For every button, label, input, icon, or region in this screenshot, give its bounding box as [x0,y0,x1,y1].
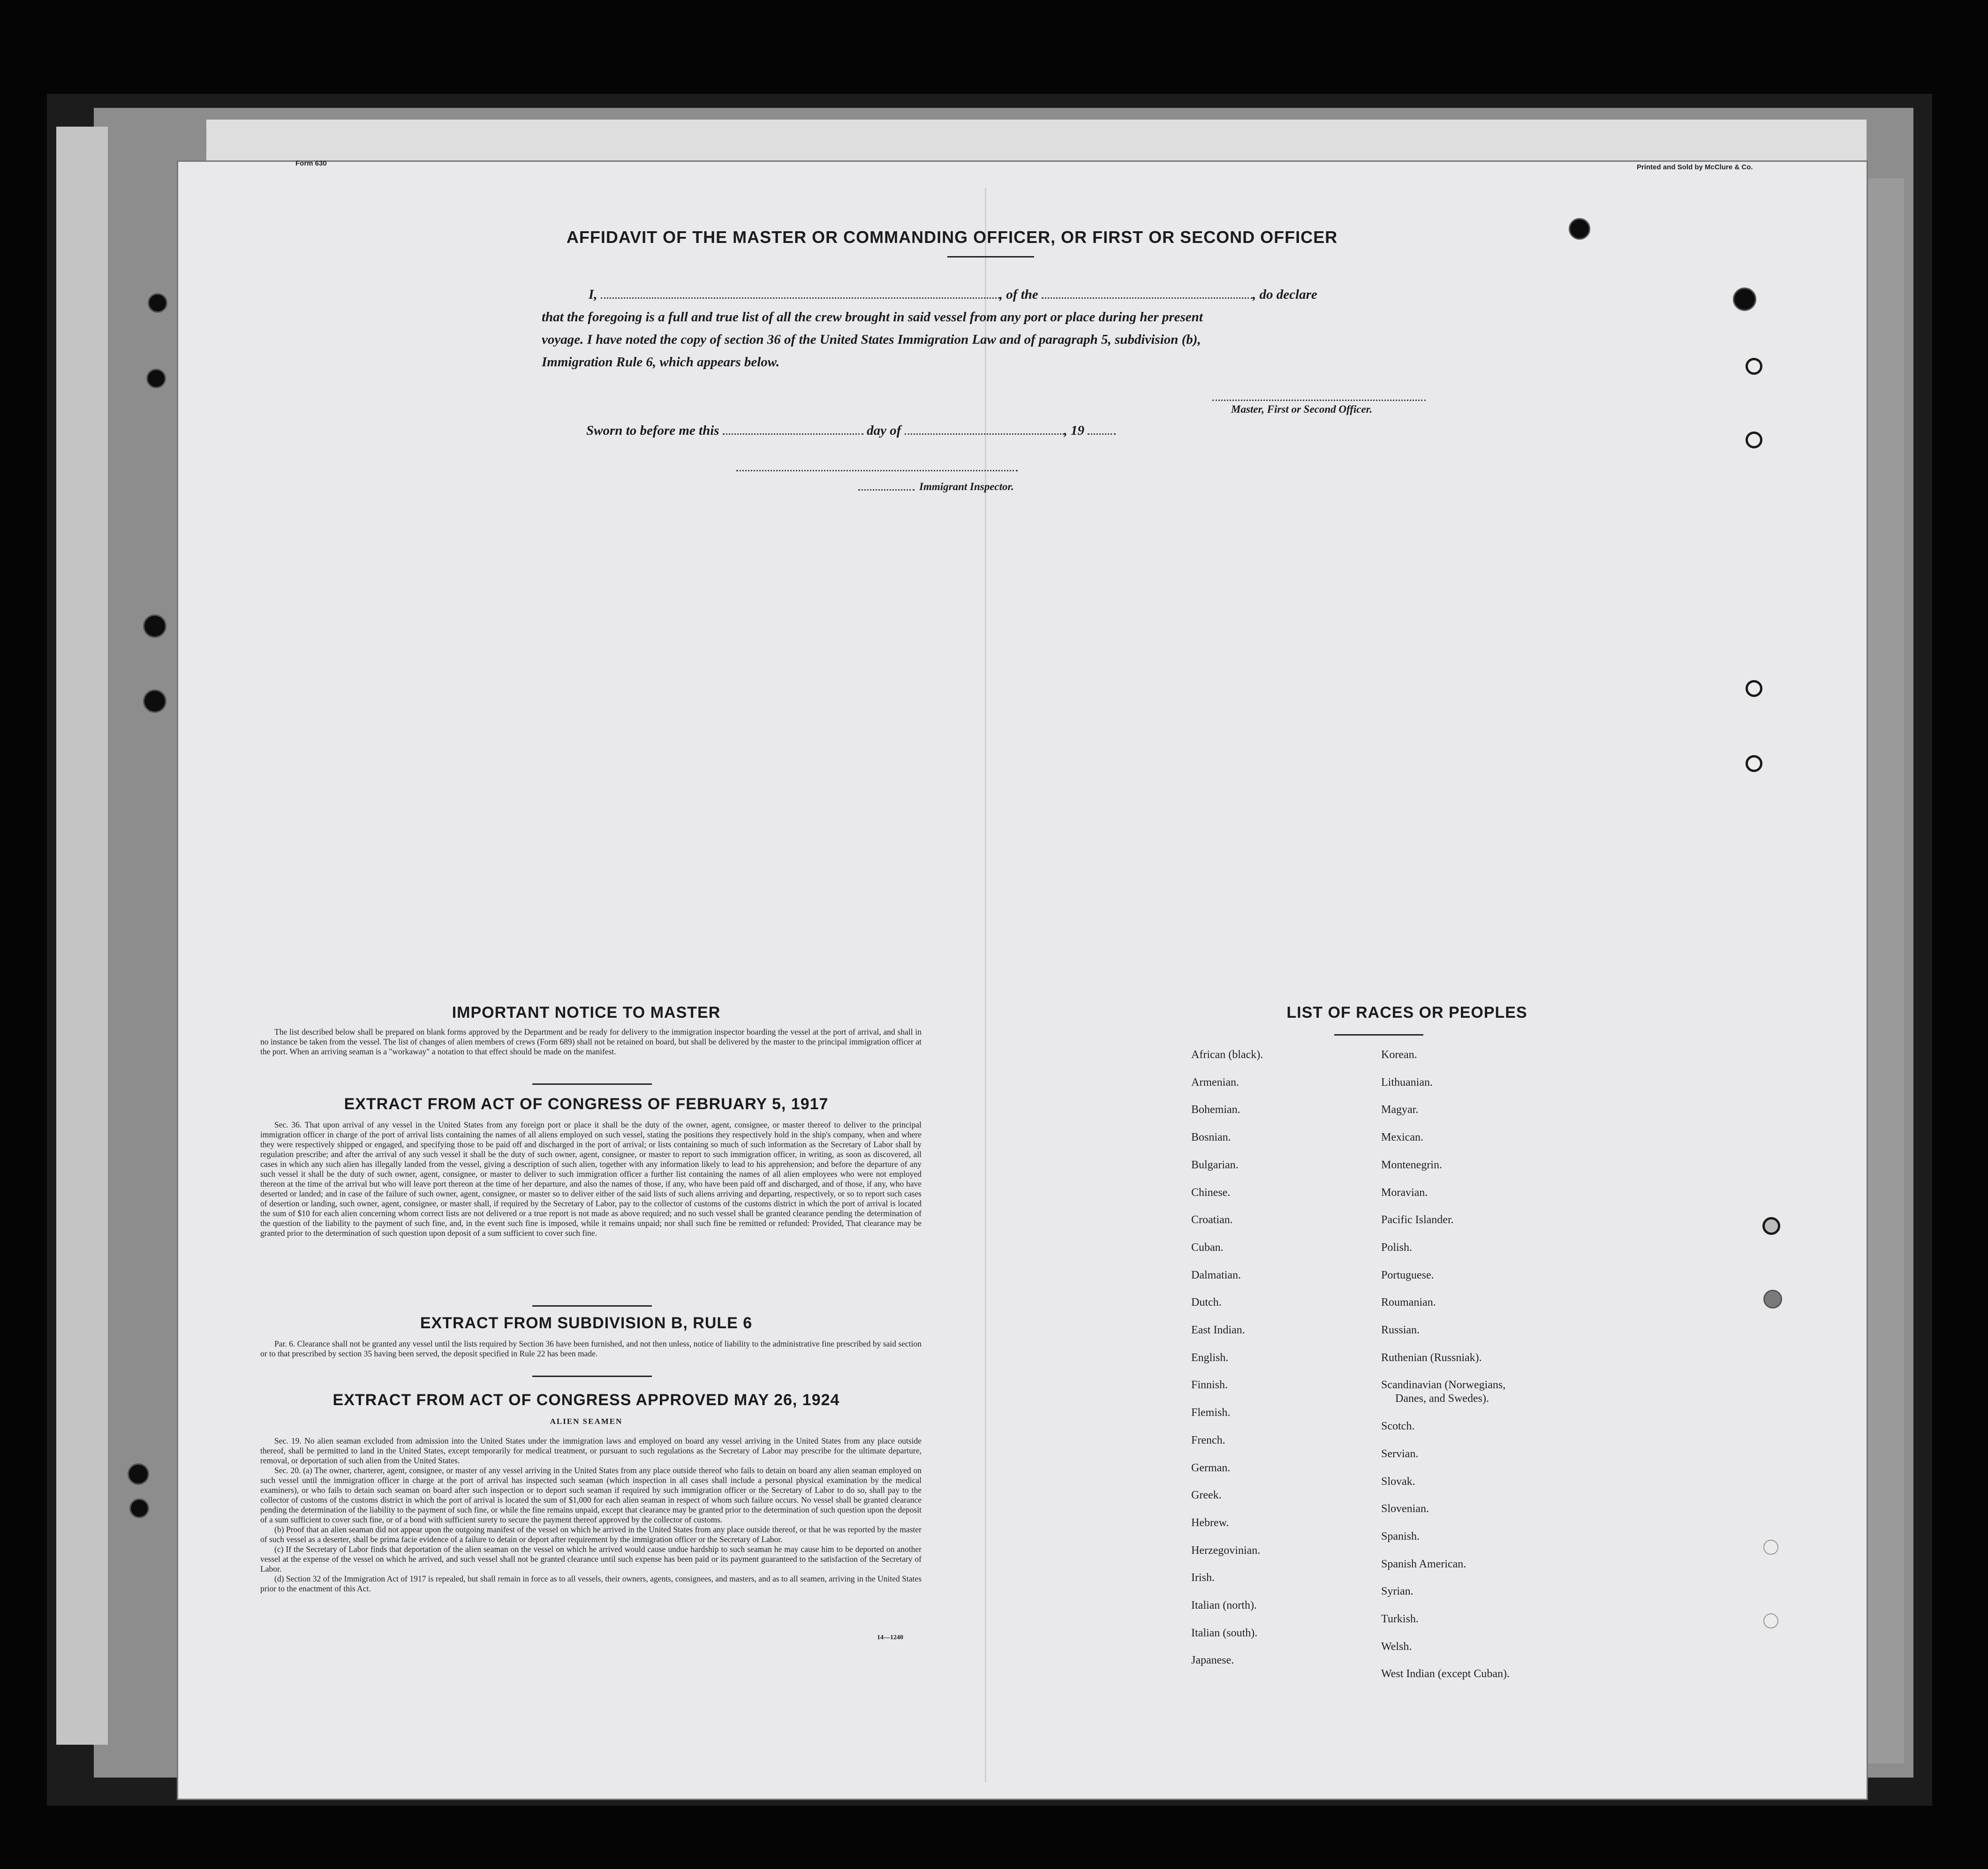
races-rule [1334,1034,1423,1036]
race-item: Welsh. [1381,1640,1412,1653]
race-item: Lithuanian. [1381,1076,1433,1089]
binding-hole [1569,218,1590,240]
binding-hole [1763,1613,1778,1628]
binding-hole [1763,1540,1778,1555]
declaration-line4: Immigration Rule 6, which appears below. [542,355,780,370]
master-signature-label: Master, First or Second Officer. [1231,403,1373,415]
race-item: Polish. [1381,1241,1413,1254]
race-item: Spanish. [1381,1530,1420,1543]
notice-title: IMPORTANT NOTICE TO MASTER [452,1004,721,1022]
day-of-label: day of [867,423,901,438]
master-signature-line[interactable] [1212,400,1426,401]
alien-seamen-subtitle: ALIEN SEAMEN [550,1417,623,1426]
binding-hole [1746,755,1762,772]
race-item: Roumanian. [1381,1296,1436,1309]
sworn-day-field[interactable] [723,423,863,435]
sec20a-text: Sec. 20. (a) The owner, charterer, agent, consignee, or master of any vessel arriving in the United States from any place outside thereof who fails to detain on board any alien seaman employed on such vessel until the immigration officer in charge at the port of arrival has inspected such seaman (which inspection in all cases shall include a personal physical examination by the medical examiners), or who fails to detain such seaman on board after such inspection or to deport such seaman if required by such immigration officer or the Secretary of Labor to do so, shall pay to the collector of customs of the customs district in which the port of arrival is located the sum of $1,000 for each alien seaman in respect of whom such failure occurs. No vessel shall be granted clearance pending the determination of the liability to the payment of such fine, or while the fine remains unpaid, except that clearance may be granted prior to the determination of such question upon the deposit of a sum sufficient to cover such fine, or of a bond with sufficient surety to secure the payment thereof approved by the collector of customs. [260,1466,922,1524]
extract-1924-title: EXTRACT FROM ACT OF CONGRESS APPROVED MAY 26, 1924 [333,1391,840,1409]
race-item: Syrian. [1381,1585,1414,1598]
race-item: Armenian. [1191,1076,1239,1089]
notice-rule [532,1083,652,1085]
binding-hole [143,614,166,638]
race-item: Danes, and Swedes). [1395,1392,1489,1405]
sworn-month-field[interactable] [905,423,1064,435]
sec19-text: Sec. 19. No alien seaman excluded from admission into the United States under the immigration laws and employed on board any vessel arriving in the United States from any place outside thereof, shall be permitted to land in the United States, except temporarily for medical treatment, or pursuant to such regulations as the Secretary of Labor may prescribe for the ultimate departure, removal, or deportation of such alien from the United States. [260,1436,922,1465]
race-item: Scandinavian (Norwegians, [1381,1379,1506,1392]
printer-credit: Printed and Sold by McClure & Co. [1637,163,1753,171]
race-item: Slovenian. [1381,1503,1429,1515]
back-sheet-left-strip [56,127,108,1745]
race-item: Slovak. [1381,1475,1415,1488]
subdivision-rule [532,1376,652,1377]
race-item: Moravian. [1381,1186,1428,1199]
race-item: Greek. [1191,1489,1222,1502]
sworn-line [586,419,1116,442]
binding-hole [146,369,166,388]
race-item: Cuban. [1191,1241,1224,1254]
race-item: Hebrew. [1191,1516,1229,1529]
binding-hole [143,689,166,713]
race-item: African (black). [1191,1049,1263,1061]
binding-hole [1733,288,1756,311]
extract-1917-title: EXTRACT FROM ACT OF CONGRESS OF FEBRUARY 5, 1917 [344,1095,829,1113]
race-item: Turkish. [1381,1613,1419,1625]
extract-1924-body [260,1436,922,1594]
race-item: Scotch. [1381,1420,1415,1433]
affidavit-title-rule [947,256,1034,257]
year-label: , 19 [1064,423,1085,438]
race-item: Croatian. [1191,1214,1233,1226]
race-item: East Indian. [1191,1324,1245,1336]
race-item: Bohemian. [1191,1104,1240,1116]
race-item: Irish. [1191,1572,1215,1584]
race-item: Dutch. [1191,1296,1222,1309]
sworn-label: Sworn to before me this [586,423,719,438]
race-item: Japanese. [1191,1654,1234,1667]
binding-hole [1746,358,1762,375]
declaration-i: I, [589,287,597,302]
race-item: Bosnian. [1191,1131,1231,1144]
declaration-line2: that the foregoing is a full and true list of all the crew brought in said vessel from any port or place during her present [542,310,1203,325]
sec20d-text: (d) Section 32 of the Immigration Act of 1917 is repealed, but shall remain in force as to all vessels, their owners, agents, consignees, and masters, and as to all seamen, arriving in the United States prior to the enactment of this Act. [260,1574,922,1593]
race-item: Korean. [1381,1049,1417,1061]
race-item: Spanish American. [1381,1558,1466,1570]
notice-text: The list described below shall be prepared on blank forms approved by the Department and be ready for delivery to the immigration inspector boarding the vessel at the port of arrival, and shall in no instance be taken from the vessel. The list of changes of alien members of crews (Form 689) shall not be retained on board, but shall be delivered by the master to the principal immigration officer at the port. When an arriving seaman is a "workaway" a notation to that effect should be made on the manifest. [260,1027,922,1056]
binding-hole [148,293,167,313]
extract-1917-text: Sec. 36. That upon arrival of any vessel in the United States from any foreign port or place it shall be the duty of the owner, agent, consignee, or master thereof to deliver to the principal immigration officer in charge of the port of arrival lists containing the names of all aliens employed on such vessel, stating the positions they respectively hold in the ship's company, when and where they were respectively shipped or engaged, and specifying those to be paid off and discharged in the port of arrival; or lists containing so much of such information as the Secretary of Labor shall by regulation prescribe; and after the arrival of any such vessel it shall be the duty of such owner, agent, consignee, or master to report to such immigration officer, in writing, as soon as discovered, all cases in which any such alien has illegally landed from the vessel, giving a description of such alien, together with any information likely to lead to his apprehension; and before the departure of any such vessel it shall be the duty of such owner, agent, consignee, or master to deliver to such immigration officer a further list containing the names of all alien employees who were not employed thereon at the time of the arrival but who will leave port thereon at the time of her departure, and also the names of those, if any, who have been paid off and discharged, and of those, if any, who have deserted or landed; and in case of the failure of such owner, agent, consignee, or master so to deliver either of the said lists of such aliens arriving and departing, respectively, or so to report such cases of desertion or landing, such owner, agent, consignee, or master shall, if required by the Secretary of Labor, pay to the collector of customs of the customs district in which the port of arrival is located the sum of $10 for each alien concerning whom correct lists are not delivered or a true report is not made as above required; and no such vessel shall be granted clearance pending the determination of the question of the liability to the payment of such fine, and, in the event such fine is imposed, while it remains unpaid; nor shall such fine be remitted or refunded: Provided, That clearance may be granted prior to the determination of such question upon deposit of a sum sufficient to cover such fine. [260,1120,922,1238]
race-item: Herzegovinian. [1191,1544,1261,1557]
race-item: West Indian (except Cuban). [1381,1668,1510,1680]
binding-hole [1746,431,1762,448]
sec20b-text: (b) Proof that an alien seaman did not appear upon the outgoing manifest of the vessel on which he arrived in the United States from any place outside thereof, or that he was reported by the master of such vessel as a deserter, shall be prima facie evidence of a failure to detain or deport after requirement by the immigration officer or the Secretary of Labor. [260,1525,922,1544]
binding-hole [1762,1217,1780,1235]
race-item: Mexican. [1381,1131,1423,1144]
vessel-field[interactable] [1042,287,1253,299]
binding-hole [1763,1290,1782,1309]
inspector-label: Immigrant Inspector. [919,481,1014,492]
form-number: Form 630 [295,159,327,167]
race-item: German. [1191,1461,1231,1474]
race-item: Bulgarian. [1191,1158,1239,1171]
declaration-line3: voyage. I have noted the copy of section 36 of the United States Immigration Law and of paragraph 5, subdivision (b), [542,332,1201,347]
inspector-signature-line2 [858,489,915,491]
sec20c-text: (c) If the Secretary of Labor finds that deportation of the alien seaman on the vessel on which he arrived would cause undue hardship to such seaman he may cause him to be deported on another vessel at the expense of the vessel on which he arrived, and such vessel shall not be granted clearance until such expense has been paid or its payment guaranteed to the satisfaction of the Secretary of Labor. [260,1544,922,1574]
race-item: Italian (south). [1191,1627,1258,1639]
race-item: Servian. [1381,1447,1419,1460]
race-item: Montenegrin. [1381,1158,1442,1171]
race-item: Pacific Islander. [1381,1214,1454,1226]
subdivision-title: EXTRACT FROM SUBDIVISION B, RULE 6 [420,1314,753,1332]
race-item: Ruthenian (Russniak). [1381,1351,1482,1364]
race-item: French. [1191,1434,1225,1446]
race-item: Portuguese. [1381,1269,1434,1281]
binding-hole [1746,680,1762,697]
declaration-of-the: , of the [999,287,1038,302]
subdivision-text: Par. 6. Clearance shall not be granted any vessel until the lists required by Section 36 have been furnished, and not then unless, notice of liability to the administrative fine prescribed by said section or to that prescribed by section 35 having been served, the deposit specified in Rule 22 has been made. [260,1339,922,1358]
inspector-signature-line[interactable] [736,470,1018,471]
sworn-year-field[interactable] [1088,423,1116,435]
declaration-do-declare: , do declare [1253,287,1317,302]
declaration-line1 [542,283,1442,306]
race-item: Dalmatian. [1191,1269,1241,1281]
race-item: Chinese. [1191,1186,1231,1199]
print-code: 14—1240 [877,1634,903,1641]
extract-1917-rule [532,1305,652,1307]
binding-hole [128,1463,149,1485]
races-title: LIST OF RACES OR PEOPLES [1286,1004,1527,1022]
race-item: Russian. [1381,1324,1420,1336]
race-item: Magyar. [1381,1104,1419,1116]
race-item: English. [1191,1351,1229,1364]
binding-hole [129,1498,149,1518]
affidavit-title: AFFIDAVIT OF THE MASTER OR COMMANDING OFFICER, OR FIRST OR SECOND OFFICER [566,227,1338,247]
race-item: Italian (north). [1191,1599,1257,1612]
race-item: Finnish. [1191,1379,1228,1392]
race-item: Flemish. [1191,1407,1231,1419]
name-field[interactable] [601,287,999,299]
